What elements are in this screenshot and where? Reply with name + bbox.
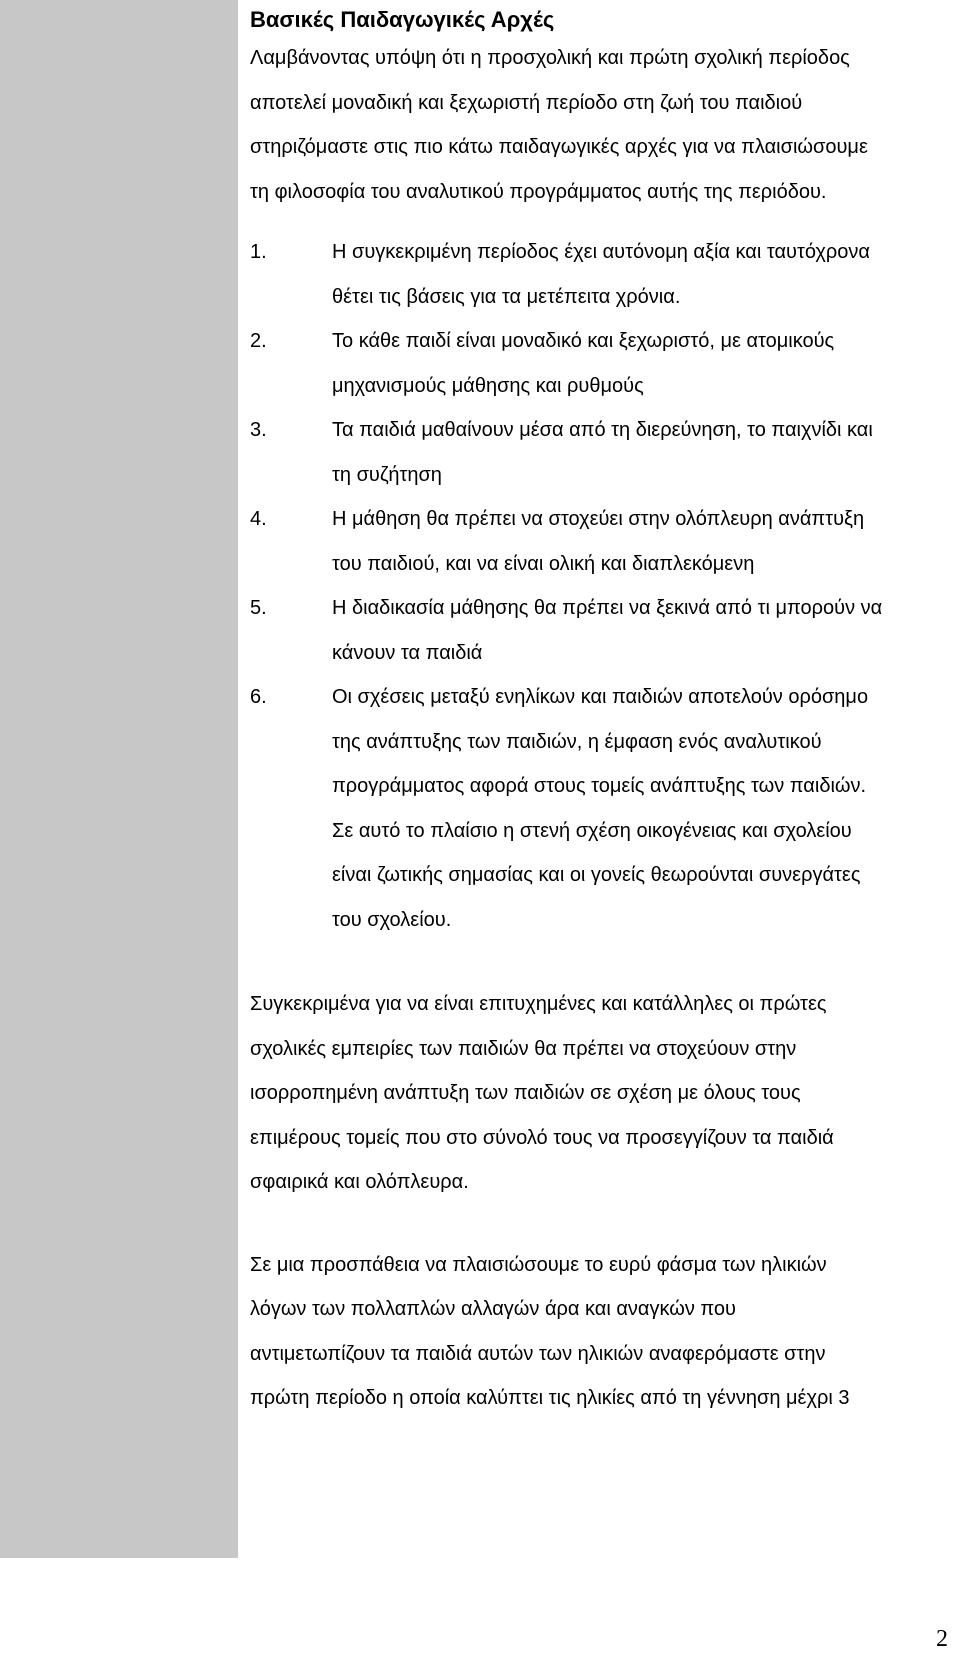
paragraph-line: σχολικές εμπειρίες των παιδιών θα πρέπει να στοχεύουν στην [250, 1037, 797, 1060]
intro-line: τη φιλοσοφία του αναλυτικού προγράμματος αυτής της περιόδου. [250, 180, 827, 203]
principle-item [250, 230, 940, 319]
paragraph-line: επιμέρους τομείς που στο σύνολό τους να προσεγγίζουν τα παιδιά [250, 1126, 834, 1149]
principle-line: μηχανισμούς μάθησης και ρυθμούς [332, 374, 644, 397]
principle-item [250, 586, 940, 675]
principle-item [250, 497, 940, 586]
principle-line: Η διαδικασία μάθησης θα πρέπει να ξεκινά από τι μπορούν να [332, 597, 883, 619]
principle-line: θέτει τις βάσεις για τα μετέπειτα χρόνια. [332, 285, 681, 308]
document-body [250, 4, 940, 1421]
principle-number: 1. [250, 241, 267, 263]
principle-item [250, 675, 940, 942]
intro-line: στηριζόμαστε στις πιο κάτω παιδαγωγικές αρχές για να πλαισιώσουμε [250, 136, 868, 158]
principle-line: Η μάθηση θα πρέπει να στοχεύει στην ολόπλευρη ανάπτυξη [332, 508, 865, 530]
paragraph-experiences [250, 982, 940, 1205]
principles-list [250, 230, 940, 942]
principle-line: του σχολείου. [332, 908, 452, 931]
principle-line: Σε αυτό το πλαίσιο η στενή σχέση οικογένειας και σχολείου [332, 819, 852, 842]
principle-line: Το κάθε παιδί είναι μοναδικό και ξεχωριστό, με ατομικούς [332, 330, 835, 352]
principle-line: της ανάπτυξης των παιδιών, η έμφαση ενός αναλυτικού [332, 730, 822, 753]
principle-number: 4. [250, 508, 267, 530]
principle-item [250, 319, 940, 408]
intro-line: αποτελεί μοναδική και ξεχωριστή περίοδο στη ζωή του παιδιού [250, 91, 803, 114]
principle-number: 5. [250, 597, 267, 619]
left-gray-margin-bar [0, 0, 238, 1558]
paragraph-age-range [250, 1243, 940, 1421]
principle-line: Οι σχέσεις μεταξύ ενηλίκων και παιδιών αποτελούν ορόσημο [332, 686, 869, 708]
section-heading: Βασικές Παιδαγωγικές Αρχές [250, 7, 555, 32]
principle-line: προγράμματος αφορά στους τομείς ανάπτυξης των παιδιών. [332, 775, 867, 797]
principle-number: 3. [250, 419, 267, 441]
page-number: 2 [936, 1626, 948, 1652]
intro-paragraph [250, 36, 940, 214]
paragraph-line: πρώτη περίοδο η οποία καλύπτει τις ηλικίες από τη γέννηση μέχρι 3 [250, 1387, 850, 1409]
paragraph-line: σφαιρικά και ολόπλευρα. [250, 1171, 469, 1193]
principle-line: είναι ζωτικής σημασίας και οι γονείς θεωρούνται συνεργάτες [332, 864, 861, 886]
principle-number: 2. [250, 330, 267, 352]
paragraph-line: Σε μια προσπάθεια να πλαισιώσουμε το ευρύ φάσμα των ηλικιών [250, 1253, 827, 1276]
principle-number: 6. [250, 686, 267, 708]
principle-item [250, 408, 940, 497]
principle-line: τη συζήτηση [332, 463, 442, 486]
principle-line: Τα παιδιά μαθαίνουν μέσα από τη διερεύνηση, το παιχνίδι και [332, 419, 873, 441]
principle-line: Η συγκεκριμένη περίοδος έχει αυτόνομη αξία και ταυτόχρονα [332, 241, 870, 263]
principle-line: κάνουν τα παιδιά [332, 641, 483, 664]
paragraph-line: λόγων των πολλαπλών αλλαγών άρα και αναγκών που [250, 1298, 736, 1320]
paragraph-line: ισορροπημένη ανάπτυξη των παιδιών σε σχέση με όλους τους [250, 1082, 801, 1104]
paragraph-line: Συγκεκριμένα για να είναι επιτυχημένες και κατάλληλες οι πρώτες [250, 993, 827, 1015]
intro-line: Λαμβάνοντας υπόψη ότι η προσχολική και πρώτη σχολική περίοδος [250, 47, 850, 69]
principle-line: του παιδιού, και να είναι ολική και διαπλεκόμενη [332, 552, 755, 575]
paragraph-line: αντιμετωπίζουν τα παιδιά αυτών των ηλικιών αναφερόμαστε στην [250, 1342, 826, 1365]
